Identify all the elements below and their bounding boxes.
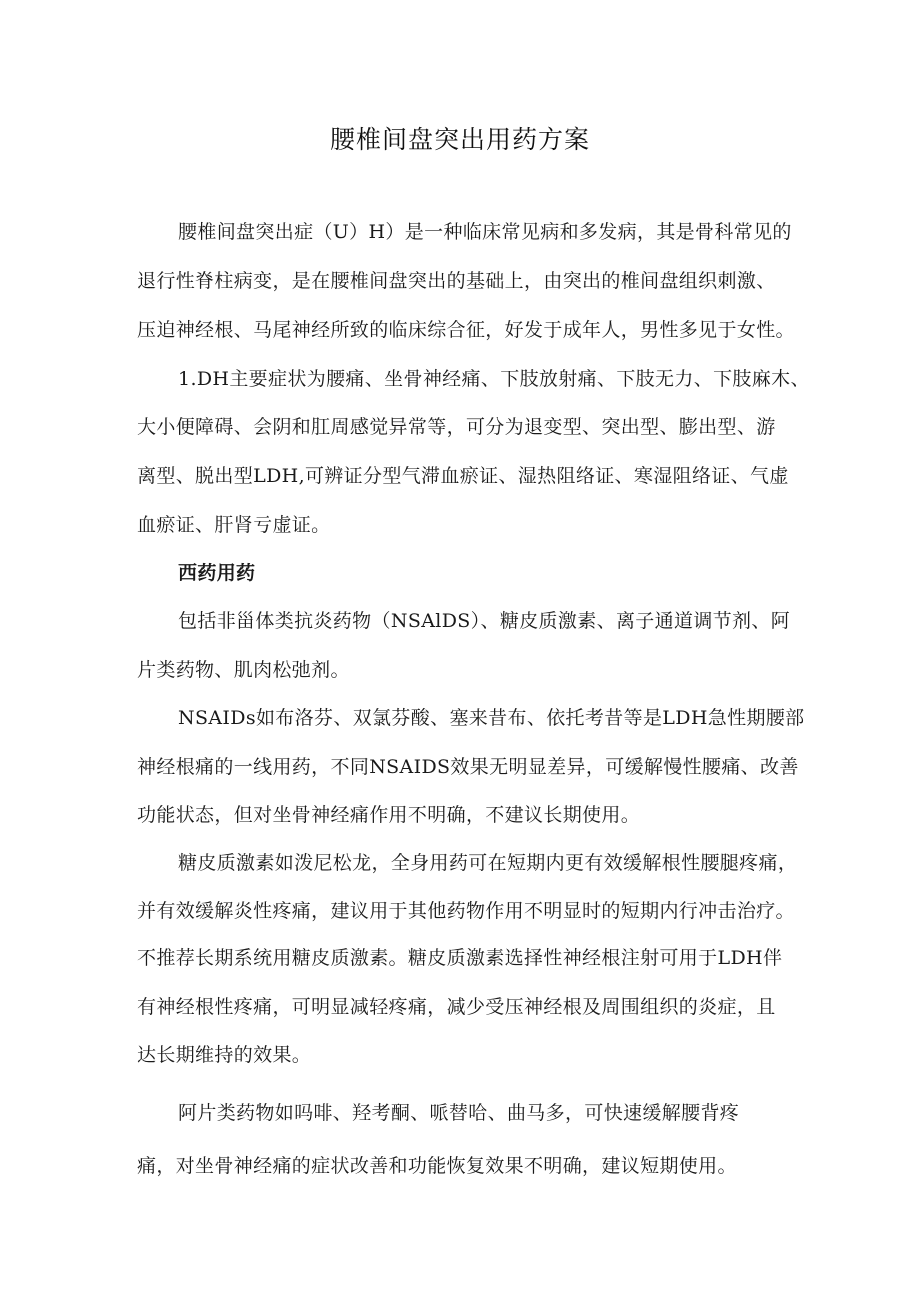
paragraph-line: 血瘀证、肝肾亏虚证。: [137, 514, 331, 536]
paragraph-line: 达长期维持的效果。: [137, 1044, 312, 1066]
paragraph-line: 神经根痛的一线用药，不同NSAIDS效果无明显差异，可缓解慢性腰痛、改善: [137, 756, 799, 778]
paragraph-line: 离型、脱出型LDH,可辨证分型气滞血瘀证、湿热阻络证、寒湿阻络证、气虚: [137, 465, 789, 487]
paragraph-line: 功能状态，但对坐骨神经痛作用不明确，不建议长期使用。: [137, 804, 641, 826]
paragraph-line: 1.DH主要症状为腰痛、坐骨神经痛、下肢放射痛、下肢无力、下肢麻木、: [178, 368, 810, 390]
paragraph-line: 有神经根性疼痛，可明显减轻疼痛，减少受压神经根及周围组织的炎症，且: [137, 996, 776, 1018]
paragraph-line: 大小便障碍、会阴和肛周感觉异常等，可分为退变型、突出型、膨出型、游: [137, 416, 776, 438]
paragraph-line: 压迫神经根、马尾神经所致的临床综合征，好发于成年人，男性多见于女性。: [137, 319, 795, 341]
paragraph-line: 腰椎间盘突出症（U）H）是一种临床常见病和多发病，其是骨科常见的: [178, 221, 792, 243]
paragraph-line: NSAIDs如布洛芬、双氯芬酸、塞来昔布、依托考昔等是LDH急性期腰部: [178, 707, 805, 729]
document-title: 腰椎间盘突出用药方案: [329, 125, 590, 154]
paragraph-line: 痛，对坐骨神经痛的症状改善和功能恢复效果不明确，建议短期使用。: [137, 1155, 737, 1177]
paragraph-line: 片类药物、肌肉松弛剂。: [137, 659, 350, 681]
paragraph-line: 并有效缓解炎性疼痛，建议用于其他药物作用不明显时的短期内行冲击治疗。: [137, 900, 795, 922]
paragraph-line: 不推荐长期系统用糖皮质激素。糖皮质激素选择性神经根注射可用于LDH伴: [137, 947, 783, 969]
paragraph-line: 包括非甾体类抗炎药物（NSAlDS）、糖皮质激素、离子通道调节剂、阿: [178, 610, 791, 632]
paragraph-line: 阿片类药物如吗啡、羟考酮、哌替哈、曲马多，可快速缓解腰背疼: [178, 1102, 740, 1124]
paragraph-line: 糖皮质激素如泼尼松龙，全身用药可在短期内更有效缓解根性腰腿疼痛，: [178, 852, 798, 874]
paragraph-line: 退行性脊柱病变，是在腰椎间盘突出的基础上，由突出的椎间盘组织刺激、: [137, 270, 776, 292]
section-heading: 西药用药: [178, 562, 256, 584]
